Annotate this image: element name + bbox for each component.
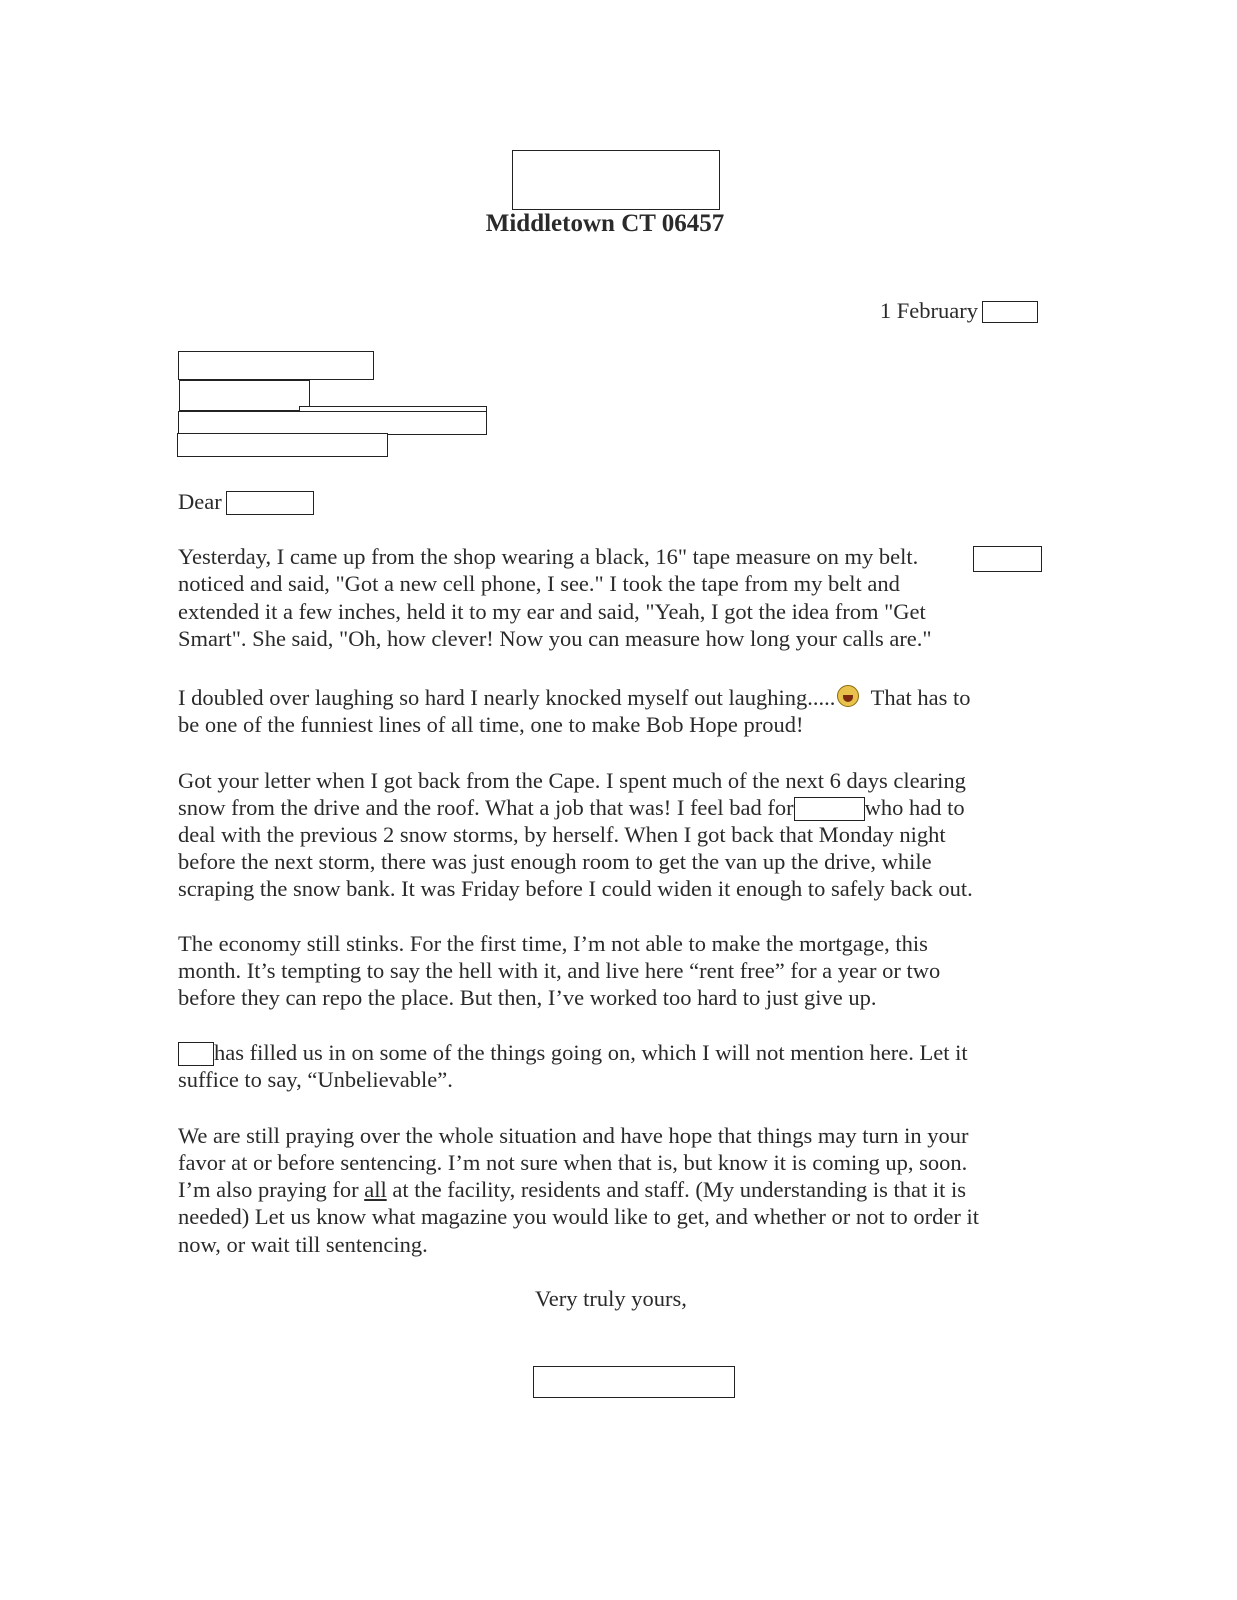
paragraph-1-line: noticed and said, "Got a new cell phone, I see." I took the tape from my belt and xyxy=(178,571,900,596)
paragraph-4-line: month. It’s tempting to say the hell with it, and live here “rent free” for a year or two xyxy=(178,958,941,983)
paragraph-5-line xyxy=(178,1039,968,1067)
sender-city-line: Middletown CT 06457 xyxy=(485,210,725,237)
paragraph-6-line: needed) Let us know what magazine you would like to get, and whether or not to order it xyxy=(178,1204,980,1229)
text: who had to xyxy=(864,795,965,820)
salutation xyxy=(178,488,314,516)
redacted-address-line-2 xyxy=(179,380,310,411)
redacted-name xyxy=(973,546,1042,572)
paragraph-1-line: Yesterday, I came up from the shop wearing a black, 16" tape measure on my belt. xyxy=(178,544,919,569)
redacted-name xyxy=(178,1042,214,1066)
paragraph-3-line: before the next storm, there was just enough room to get the van up the drive, while xyxy=(178,849,932,874)
paragraph-6-line: favor at or before sentencing. I’m not sure when that is, but know it is coming up, soon. xyxy=(178,1150,968,1175)
redacted-address-line-1 xyxy=(178,351,374,380)
paragraph-6-line: We are still praying over the whole situation and have hope that things may turn in your xyxy=(178,1123,969,1148)
text: That has to xyxy=(865,685,971,710)
paragraph-3-line: deal with the previous 2 snow storms, by herself. When I got back that Monday night xyxy=(178,822,946,847)
date-text: 1 February xyxy=(879,298,978,323)
paragraph-2-line xyxy=(178,684,971,712)
paragraph-3-line xyxy=(178,794,965,822)
text: I doubled over laughing so hard I nearly knocked myself out laughing..... xyxy=(178,685,836,710)
redacted-signature xyxy=(533,1366,735,1398)
redacted-sender-name xyxy=(512,150,720,210)
paragraph-1-line: Smart". She said, "Oh, how clever! Now you can measure how long your calls are." xyxy=(178,626,932,651)
redacted-year xyxy=(982,301,1038,323)
text: has filled us in on some of the things going on, which I will not mention here. Let it xyxy=(214,1040,968,1065)
closing: Very truly yours, xyxy=(535,1286,687,1311)
paragraph-6-line: now, or wait till sentencing. xyxy=(178,1232,428,1257)
laughing-emoji-icon xyxy=(837,685,859,707)
text: snow from the drive and the roof. What a job that was! I feel bad for xyxy=(178,795,794,820)
redacted-address-line-3 xyxy=(178,411,487,435)
text: I’m also praying for xyxy=(178,1177,365,1202)
paragraph-4-line: before they can repo the place. But then, I’ve worked too hard to just give up. xyxy=(178,985,877,1010)
salutation-text: Dear xyxy=(178,489,222,514)
letter-date xyxy=(880,297,978,325)
paragraph-3-line: scraping the snow bank. It was Friday before I could widen it enough to safely back out. xyxy=(178,876,973,901)
redacted-address-line-4 xyxy=(177,433,388,457)
paragraph-3-line: Got your letter when I got back from the Cape. I spent much of the next 6 days clearing xyxy=(178,768,966,793)
paragraph-4-line: The economy still stinks. For the first time, I’m not able to make the mortgage, this xyxy=(178,931,928,956)
paragraph-1-line: extended it a few inches, held it to my ear and said, "Yeah, I got the idea from "Get xyxy=(178,599,926,624)
paragraph-6-line xyxy=(178,1176,966,1204)
underlined-word: all xyxy=(364,1177,387,1202)
paragraph-5-line: suffice to say, “Unbelievable”. xyxy=(178,1067,453,1092)
text: at the facility, residents and staff. (My understanding is that it is xyxy=(386,1177,966,1202)
redacted-name xyxy=(794,797,865,821)
redacted-recipient-name xyxy=(226,491,314,515)
paragraph-2-line: be one of the funniest lines of all time, one to make Bob Hope proud! xyxy=(178,712,804,737)
